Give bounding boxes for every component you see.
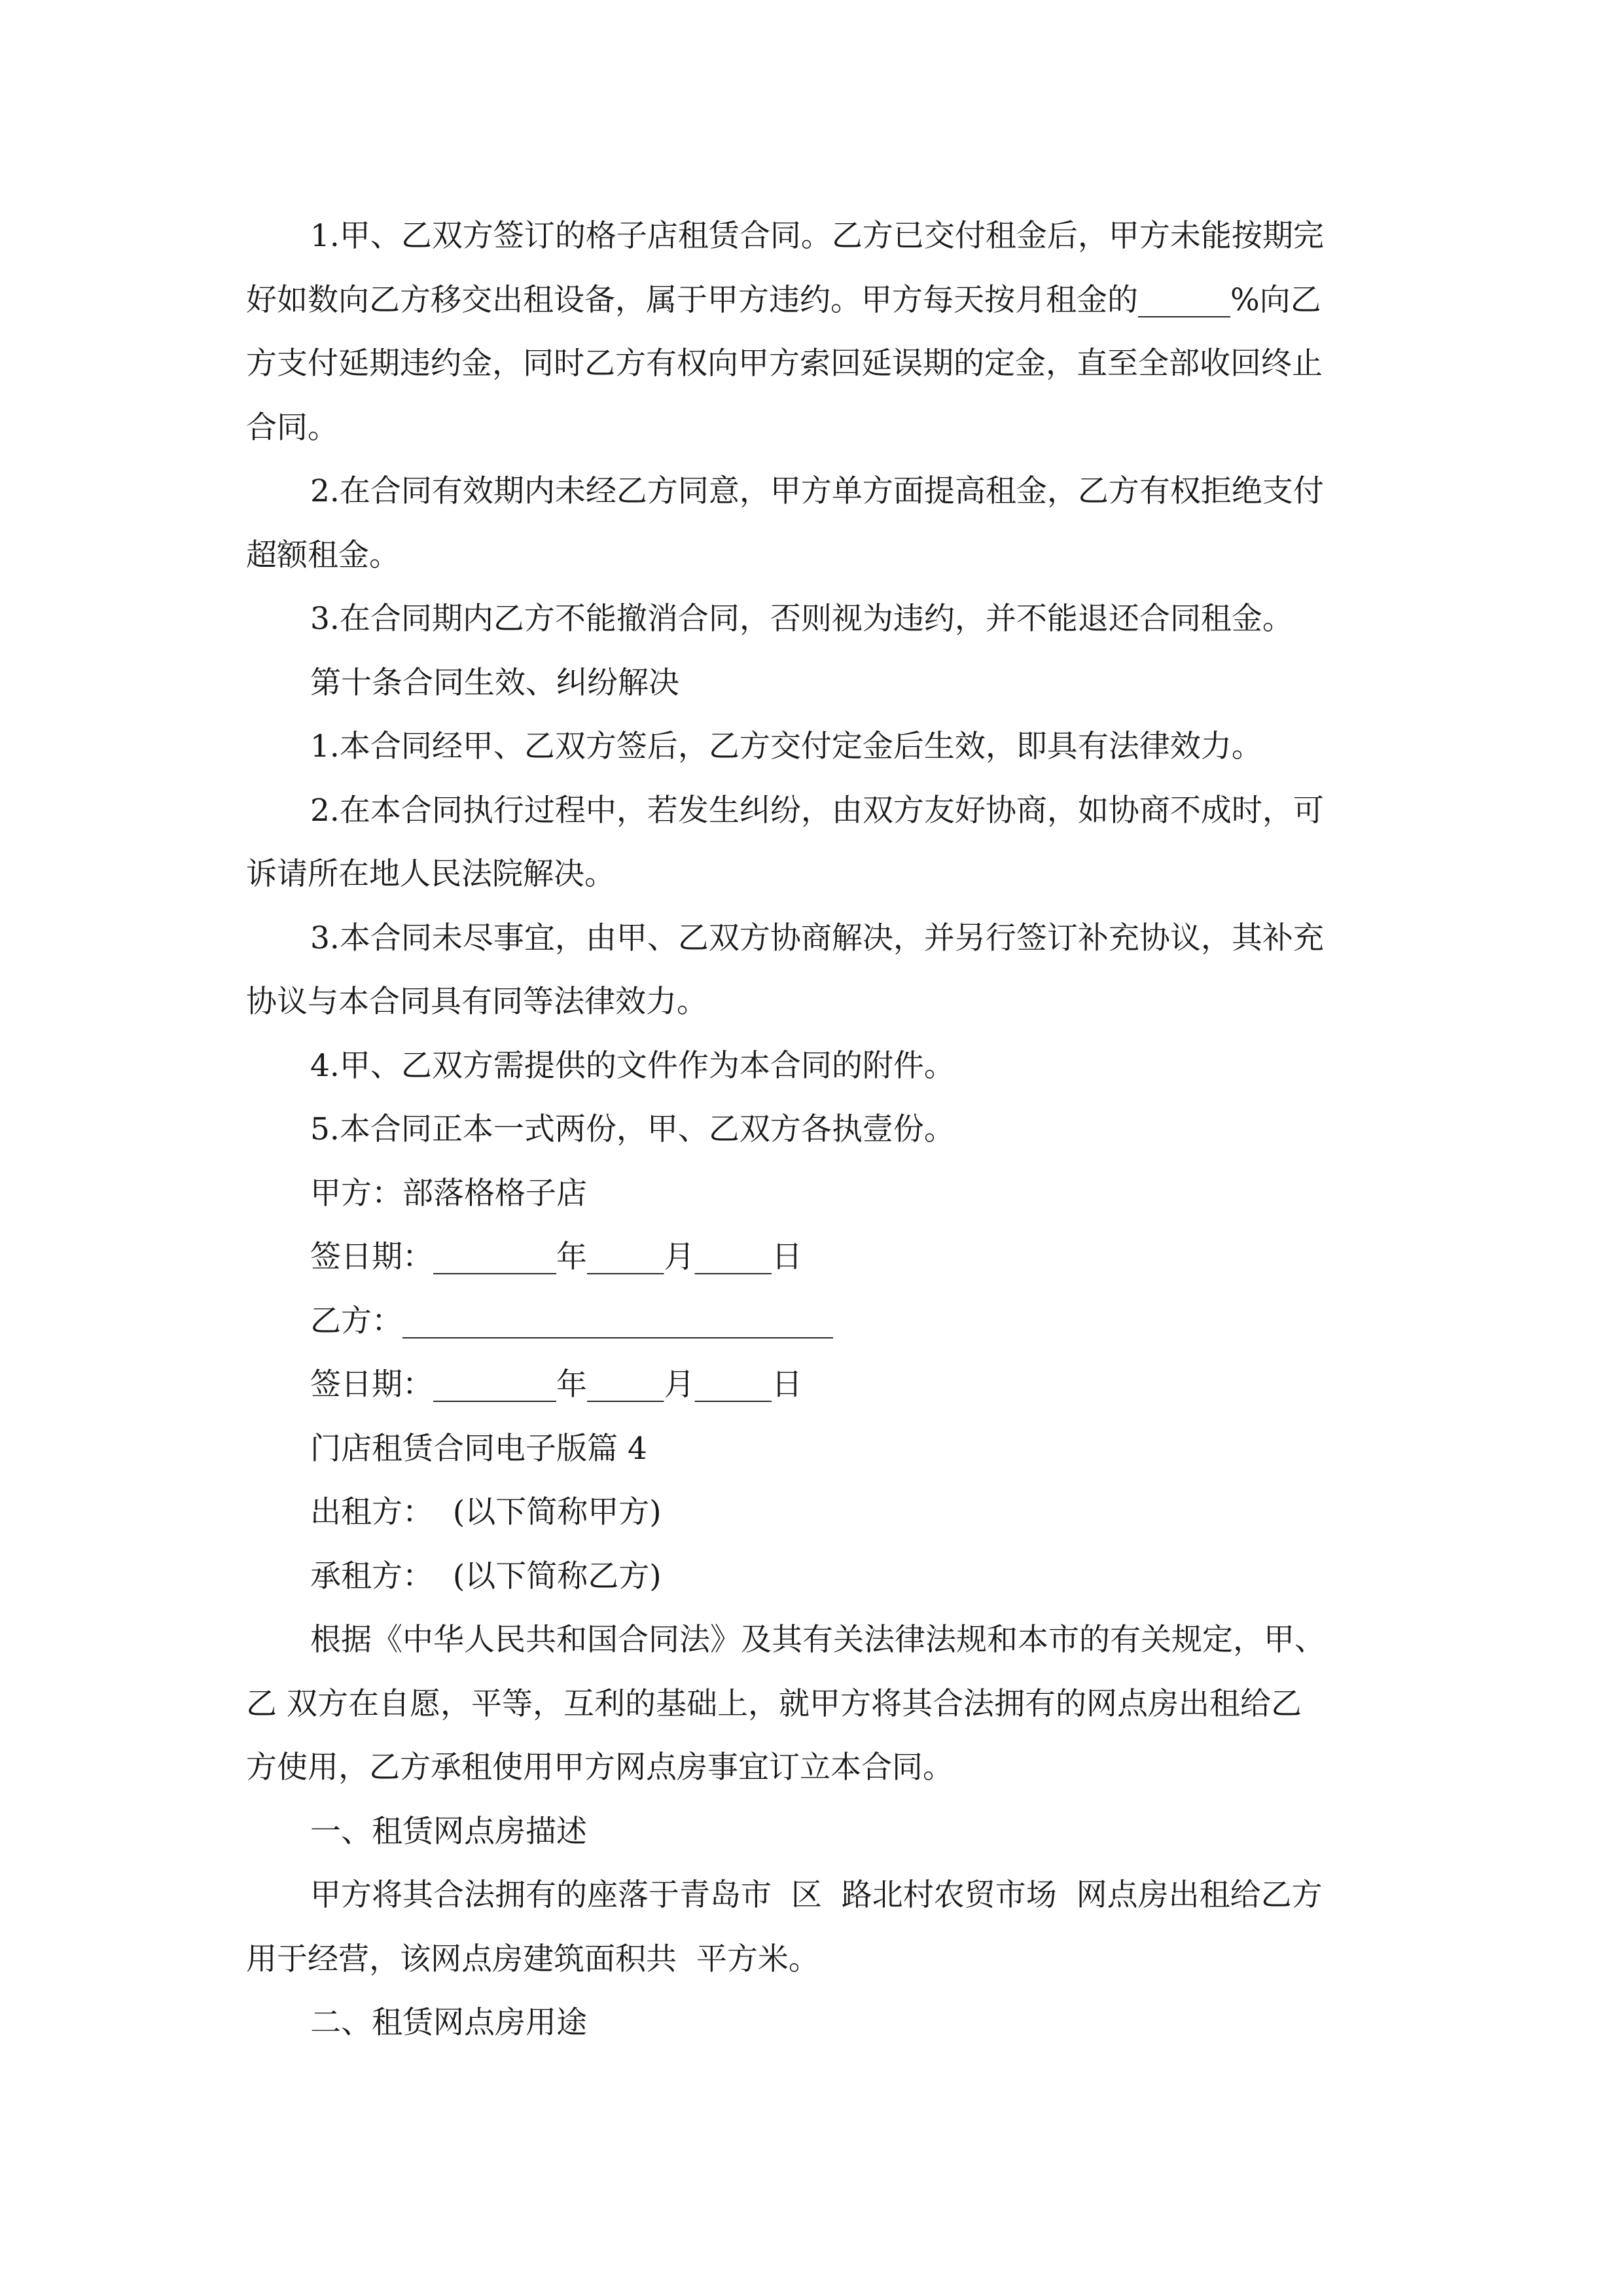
paragraph-line: 超额租金。 bbox=[246, 537, 400, 573]
paragraph-line: 3.在合同期内乙方不能撤消合同，否则视为违约，并不能退还合同租金。 bbox=[310, 601, 1293, 637]
paragraph-line: 1.本合同经甲、乙双方签后，乙方交付定金后生效，即具有法律效力。 bbox=[310, 728, 1262, 764]
paragraph-line: 方使用，乙方承租使用甲方网点房事宜订立本合同。 bbox=[246, 1749, 954, 1785]
paragraph-line: 1.甲、乙双方签订的格子店租赁合同。乙方已交付租金后，甲方未能按期完 bbox=[310, 218, 1324, 254]
sign-date-line: 签日期：________年_____月_____日 bbox=[310, 1367, 802, 1403]
paragraph-line: 用于经营，该网点房建筑面积共 平方米。 bbox=[246, 1941, 819, 1977]
paragraph-line: 方支付延期违约金，同时乙方有权向甲方索回延误期的定金，直至全部收回终止 bbox=[246, 346, 1323, 382]
section-heading: 一、租赁网点房描述 bbox=[310, 1813, 587, 1850]
paragraph-line: 5.本合同正本一式两份，甲、乙双方各执壹份。 bbox=[310, 1111, 955, 1147]
paragraph-line: 甲方将其合法拥有的座落于青岛市 区 路北村农贸市场 网点房出租给乙方 bbox=[310, 1877, 1323, 1913]
paragraph-line: 4.甲、乙双方需提供的文件作为本合同的附件。 bbox=[310, 1047, 955, 1084]
paragraph-line: 合同。 bbox=[246, 409, 338, 446]
paragraph-line: 2.在本合同执行过程中，若发生纠纷，由双方友好协商，如协商不成时，可 bbox=[310, 792, 1324, 829]
lessor-line: 出租方： (以下简称甲方) bbox=[310, 1494, 662, 1530]
paragraph-line: 乙 双方在自愿，平等，互利的基础上，就甲方将其合法拥有的网点房出租给乙 bbox=[246, 1685, 1302, 1722]
paragraph-line: 2.在合同有效期内未经乙方同意，甲方单方面提高租金，乙方有权拒绝支付 bbox=[310, 473, 1324, 509]
paragraph-line: 诉请所在地人民法院解决。 bbox=[246, 856, 615, 892]
section-heading: 二、租赁网点房用途 bbox=[310, 2005, 587, 2041]
paragraph-line: 好如数向乙方移交出租设备，属于甲方违约。甲方每天按月租金的______%向乙 bbox=[246, 281, 1321, 318]
section-heading: 第十条合同生效、纠纷解决 bbox=[310, 664, 679, 701]
party-b-line: 乙方：____________________________ bbox=[310, 1302, 833, 1339]
sign-date-line: 签日期：________年_____月_____日 bbox=[310, 1239, 802, 1275]
lessee-line: 承租方： (以下简称乙方) bbox=[310, 1558, 662, 1594]
paragraph-line: 根据《中华人民共和国合同法》及其有关法律法规和本市的有关规定，甲、 bbox=[310, 1622, 1325, 1658]
document-title: 门店租赁合同电子版篇 4 bbox=[310, 1430, 647, 1467]
paragraph-line: 协议与本合同具有同等法律效力。 bbox=[246, 984, 707, 1020]
paragraph-line: 3.本合同未尽事宜，由甲、乙双方协商解决，并另行签订补充协议，其补充 bbox=[310, 920, 1324, 956]
party-a-line: 甲方：部落格格子店 bbox=[310, 1175, 587, 1211]
